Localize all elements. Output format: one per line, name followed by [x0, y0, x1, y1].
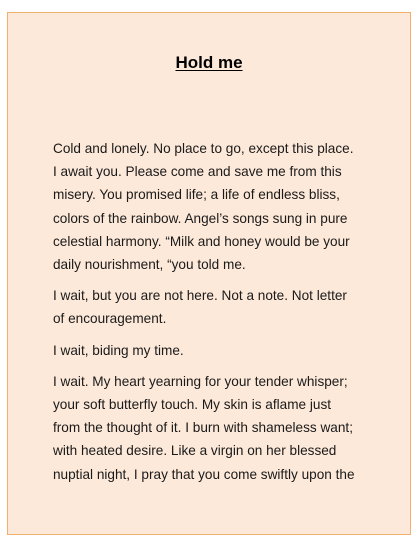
paragraph-4: [46, 370, 384, 486]
text-line: colors of the rainbow. Angel’s songs sung in pure: [53, 210, 348, 226]
text-line: celestial harmony. “Milk and honey would be your: [53, 233, 350, 249]
paragraph-1: [46, 137, 384, 276]
text-line: Cold and lonely. No place to go, except this place.: [53, 141, 354, 156]
text-line: with heated desire. Like a virgin on her blessed: [53, 443, 337, 459]
text-line: I await you. Please come and save me from this: [53, 164, 342, 180]
document-page: [7, 12, 411, 535]
text-line: your soft butterfly touch. My skin is aflame just: [53, 397, 332, 413]
text-line: misery. You promised life; a life of endless bliss,: [53, 187, 340, 203]
text-line: nuptial night, I pray that you come swiftly upon the: [53, 466, 355, 482]
document-title: Hold me: [175, 53, 243, 72]
document-body: [46, 137, 384, 494]
text-line: from the thought of it. I burn with shameless want;: [53, 420, 353, 436]
text-line: of encouragement.: [53, 311, 167, 327]
text-line: I wait, but you are not here. Not a note. Not letter: [53, 288, 347, 304]
text-line: daily nourishment, “you told me.: [53, 257, 246, 273]
text-line: I wait. My heart yearning for your tender whisper;: [53, 373, 348, 389]
paragraph-2: [46, 284, 384, 330]
paragraph-3: [46, 339, 384, 362]
text-line: I wait, biding my time.: [53, 342, 184, 358]
